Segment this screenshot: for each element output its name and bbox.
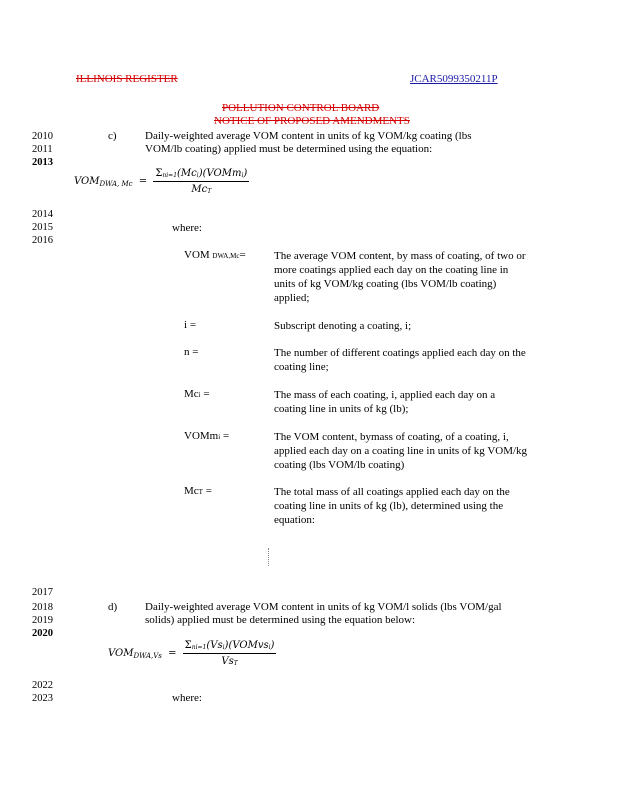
- line-number: 2022: [32, 680, 53, 691]
- equation-vom-dwa-mc: $VOM_{DWA, Mc}$ = $\frac{\Sigma^n_{i=1}(Mc_i)(VOMm_i)}{Mc_T}$: [74, 168, 248, 195]
- line-number: 2013: [32, 157, 53, 168]
- line-number: 2010: [32, 131, 53, 142]
- where-label: where:: [172, 222, 202, 234]
- line-number: 2018: [32, 602, 53, 613]
- jcar-link[interactable]: JCAR5099350211P: [410, 73, 498, 85]
- notice-title: NOTICE OF PROPOSED AMENDMENTS: [214, 115, 410, 127]
- line-number: 2019: [32, 615, 53, 626]
- section-d-text-2: solids) applied must be determined using the equation below:: [145, 614, 416, 626]
- def-text-i: Subscript denoting a coating, i;: [274, 320, 412, 332]
- def-text-n: The number of different coatings applied each day on the coating line;: [274, 347, 526, 373]
- board-title: POLLUTION CONTROL BOARD: [222, 102, 380, 114]
- def-term-mct: McT =: [184, 485, 212, 497]
- image-placeholder-mark: [268, 548, 271, 566]
- section-c-label: c): [108, 130, 117, 142]
- where-label-d: where:: [172, 692, 202, 704]
- line-number: 2011: [32, 144, 53, 155]
- section-d-label: d): [108, 601, 118, 613]
- line-number: 2014: [32, 209, 53, 220]
- def-term-mci: Mci =: [184, 388, 210, 400]
- def-term-vom-dwa: VOM DWA,Mc=: [184, 249, 246, 261]
- equation-vom-dwa-vs: $VOM_{DWA,Vs}$ = $\frac{\Sigma^n_{i=1}(Vs_i)(VOMvs_i)}{Vs_T}$: [108, 640, 275, 667]
- def-text-vommi: The VOM content, bymass of coating, of a coating, i, applied each day on a coating line in units of kg VOM/kg coating (lbs VOM/lb coating): [274, 431, 528, 471]
- def-term-vommi: VOMmi =: [184, 430, 230, 442]
- line-number: 2020: [32, 628, 53, 639]
- line-number: 2016: [32, 235, 53, 246]
- section-d-text-1: Daily-weighted average VOM content in units of kg VOM/l solids (lbs VOM/gal: [145, 601, 502, 613]
- line-number: 2015: [32, 222, 53, 233]
- def-term-i: i =: [184, 319, 197, 331]
- register-title: ILLINOIS REGISTER: [76, 73, 178, 85]
- line-number: 2023: [32, 693, 53, 704]
- def-text-mci: The mass of each coating, i, applied each day on a coating line in units of kg (lb);: [274, 389, 496, 415]
- line-number: 2017: [32, 587, 53, 598]
- def-text-mct: The total mass of all coatings applied each day on the coating line in units of kg (lb), determined using the equation:: [274, 486, 510, 526]
- section-c-text-2: VOM/lb coating) applied must be determined using the equation:: [145, 143, 433, 155]
- def-text-vom-dwa: The average VOM content, by mass of coating, of two or more coatings applied each day on the coating line in units of kg VOM/kg coating (lbs VOM/lb coating) applied;: [274, 250, 526, 304]
- section-c-text-1: Daily-weighted average VOM content in units of kg VOM/kg coating (lbs: [145, 130, 472, 142]
- def-term-n: n =: [184, 346, 199, 358]
